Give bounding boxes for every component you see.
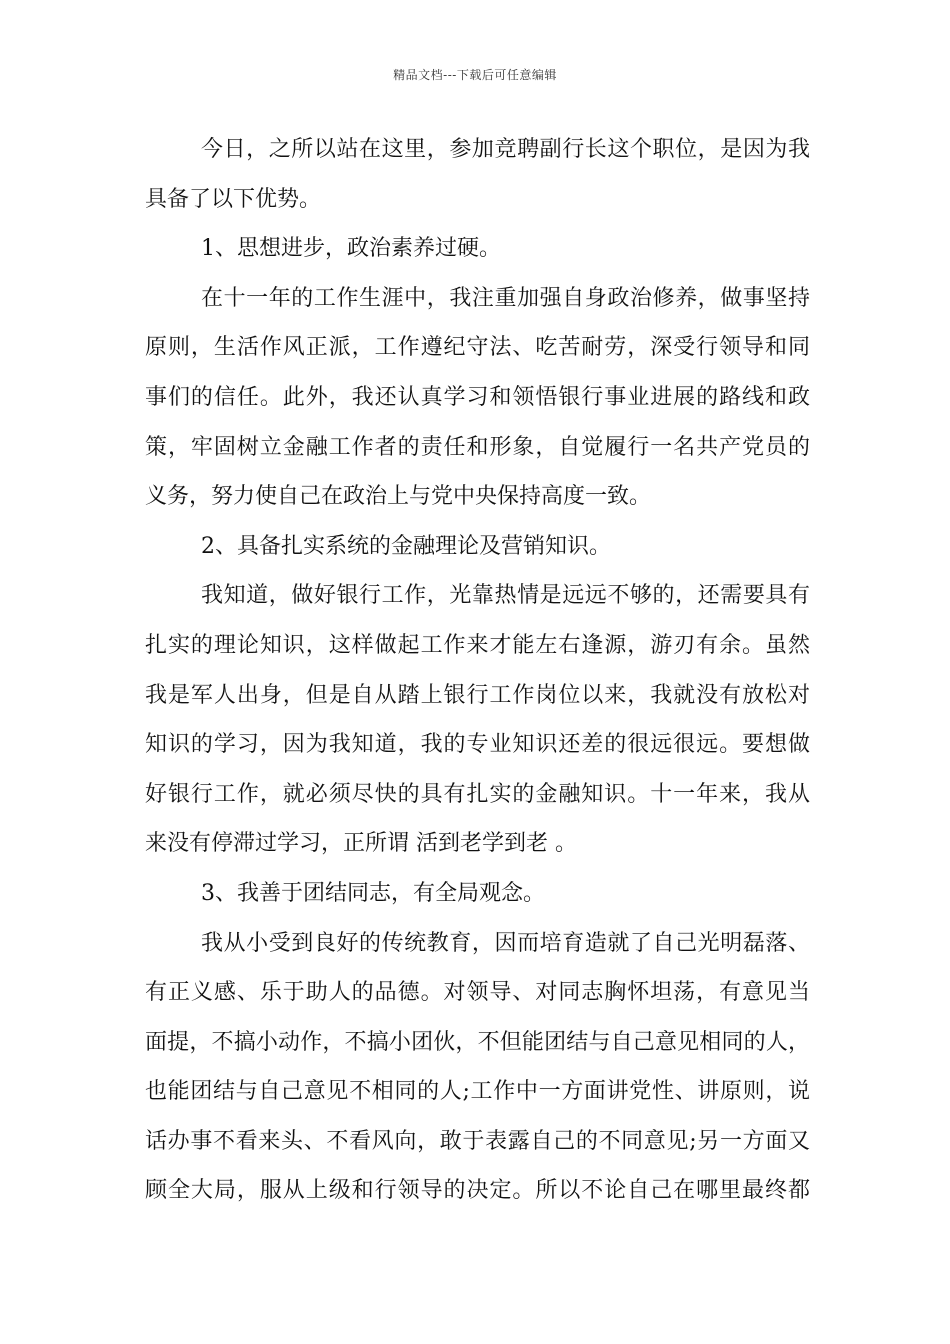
text-line: 原则，生活作风正派，工作遵纪守法、吃苦耐劳，深受行领导和同 [145, 335, 810, 361]
text-line: 在十一年的工作生涯中，我注重加强自身政治修养，做事坚持 [201, 285, 810, 311]
document-body [145, 125, 810, 1216]
text-line: 好银行工作，就必须尽快的具有扎实的金融知识。十一年来，我从 [145, 781, 810, 807]
text-line: 也能团结与自己意见不相同的人;工作中一方面讲党性、讲原则，说 [145, 1079, 810, 1105]
text-line: 话办事不看来头、不看风向，敢于表露自己的不同意见;另一方面又 [145, 1128, 810, 1154]
text-line: 我知道，做好银行工作，光靠热情是远远不够的，还需要具有 [201, 583, 810, 609]
text-line: 顾全大局，服从上级和行领导的决定。所以不论自己在哪里最终都 [145, 1178, 810, 1204]
text-line: 义务，努力使自己在政治上与党中央保持高度一致。 [145, 484, 652, 510]
text-line: 我从小受到良好的传统教育，因而培育造就了自己光明磊落、 [201, 930, 810, 956]
text-line: 策，牢固树立金融工作者的责任和形象，自觉履行一名共产党员的 [145, 434, 810, 460]
text-line: 知识的学习，因为我知道，我的专业知识还差的很远很远。要想做 [145, 732, 810, 758]
text-line: 今日，之所以站在这里，参加竞聘副行长这个职位，是因为我 [201, 137, 810, 162]
section-heading: 1、思想进步，政治素养过硬。 [201, 236, 501, 262]
text-line: 事们的信任。此外，我还认真学习和领悟银行事业进展的路线和政 [145, 384, 810, 410]
section-heading: 2、具备扎实系统的金融理论及营销知识。 [201, 533, 611, 559]
page-header: 精品文档---下载后可任意编辑 [393, 68, 557, 82]
section-heading: 3、我善于团结同志，有全局观念。 [201, 880, 545, 906]
text-line: 我是军人出身，但是自从踏上银行工作岗位以来，我就没有放松对 [145, 682, 810, 708]
text-line: 有正义感、乐于助人的品德。对领导、对同志胸怀坦荡，有意见当 [145, 980, 810, 1006]
text-line: 具备了以下优势。 [145, 186, 322, 212]
text-line: 面提，不搞小动作，不搞小团伙，不但能团结与自己意见相同的人， [145, 1029, 810, 1055]
text-line: 扎实的理论知识，这样做起工作来才能左右逢源，游刃有余。虽然 [145, 632, 810, 658]
text-line: 来没有停滞过学习，正所谓 活到老学到老 。 [145, 831, 577, 857]
